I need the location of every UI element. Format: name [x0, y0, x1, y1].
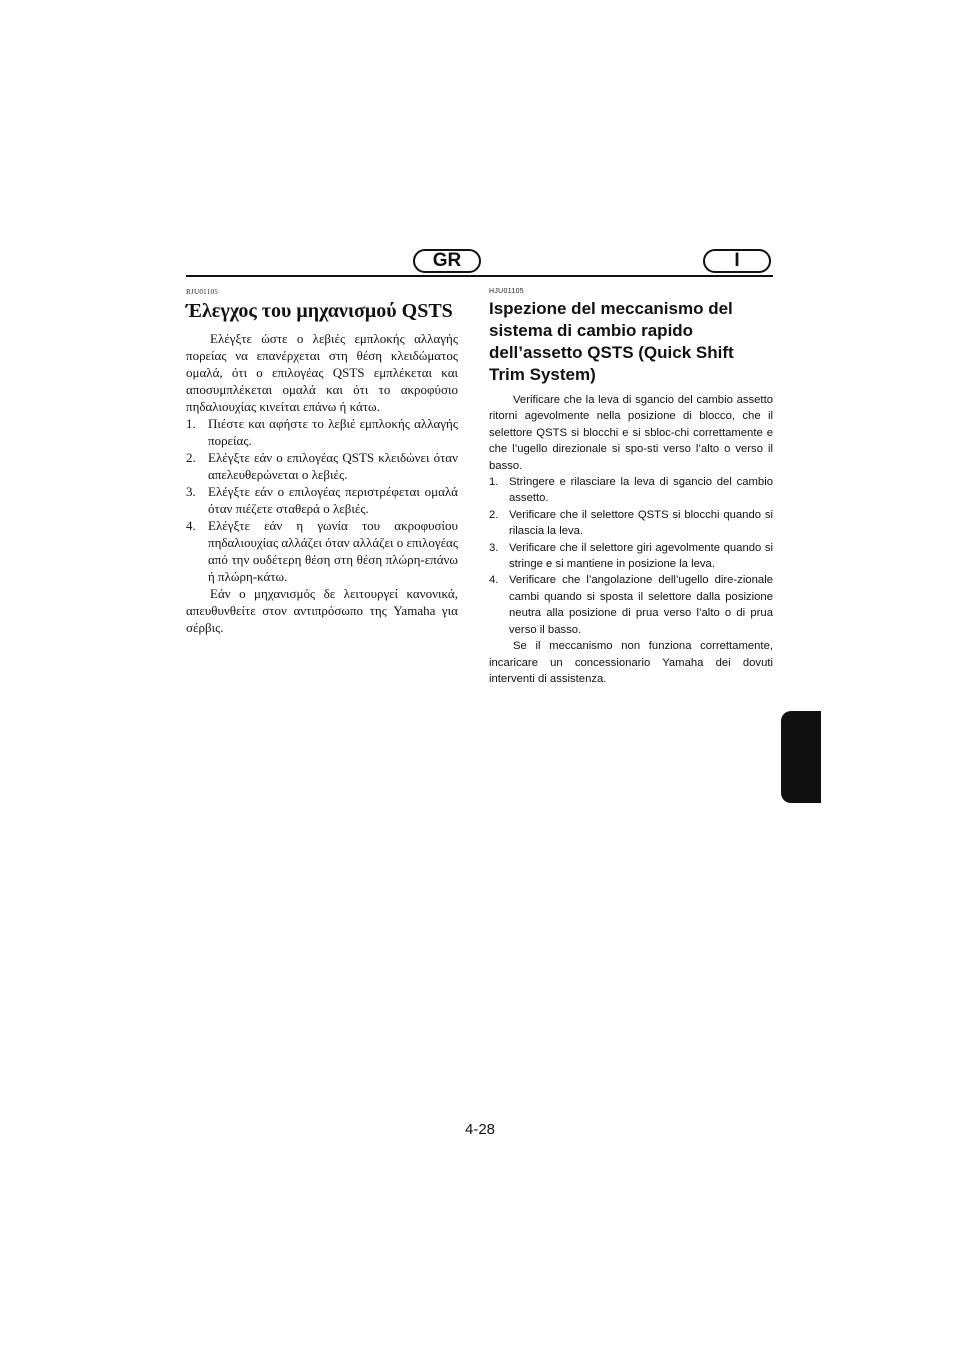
step-number: 4. — [489, 574, 499, 587]
page-number: 4-28 — [464, 1121, 496, 1138]
italian-column — [489, 288, 773, 687]
greek-section-title: Έλεγχος του μηχανισμού QSTS — [186, 300, 453, 322]
title-line: Ispezione del meccanismo del — [489, 299, 733, 318]
step-text: Ελέγξτε εάν ο επιλογέας QSTS κλειδώνει όταν απελευθερώνεται ο λεβιές. — [208, 450, 458, 482]
greek-outro-paragraph: Εάν ο μηχανισμός δε λειτουργεί κανονικά, απευθυνθείτε στον αντιπρόσωπο της Yamaha για σέρβις. — [186, 586, 458, 635]
step-number: 4. — [186, 518, 196, 533]
chapter-thumb-tab — [781, 711, 821, 803]
title-line: sistema di cambio rapido — [489, 321, 694, 340]
step-text: Ελέγξτε εάν ο επιλογέας περιστρέφεται ομαλά όταν πιέζετε σταθερά ο λεβιές. — [208, 484, 458, 516]
list-item — [489, 507, 773, 540]
step-text: Stringere e rilasciare la leva di sgancio del cambio assetto. — [509, 476, 773, 505]
italian-section-title — [489, 298, 773, 386]
list-item — [489, 540, 773, 573]
step-number: 3. — [489, 541, 499, 554]
list-item — [489, 572, 773, 638]
language-badge-i: I — [703, 249, 771, 273]
step-number: 1. — [489, 476, 499, 489]
step-number: 2. — [489, 508, 499, 521]
greek-column — [186, 288, 458, 636]
title-line: dell’assetto QSTS (Quick Shift — [489, 343, 734, 362]
step-text: Verificare che il selettore QSTS si blocchi quando si rilascia la leva. — [509, 508, 773, 538]
greek-intro-paragraph: Ελέγξτε ώστε ο λεβιές εμπλοκής αλλαγής πορείας να επανέρχεται στη θέση κλειδώματος ομαλά, ότι ο επιλογέας QSTS εμπλέκεται και αποσυμπλέκεται ομαλά και ότι το ακροφύσιο πηδαλιουχίας κινείται επάνω ή κάτω. — [186, 331, 458, 414]
step-number: 1. — [186, 416, 196, 431]
list-item — [186, 415, 458, 449]
step-text: Verificare che l’angolazione dell’ugello dire-zionale cambi quando si sposta il selettore dalla posizione neutra alla posizione di prua verso l’alto o di prua verso il basso. — [509, 574, 773, 636]
list-item — [186, 449, 458, 483]
title-line: Trim System) — [489, 365, 596, 384]
italian-steps-list — [489, 474, 773, 638]
language-badge-gr: GR — [413, 249, 481, 273]
italian-intro-paragraph: Verificare che la leva di sgancio del cambio assetto ritorni agevolmente nella posizione di blocco, che il selettore QSTS si blocchi e si sbloc-chi correttamente e che l’ugello direzionale si spo-sti verso l’alto o verso il basso. — [489, 394, 773, 472]
italian-outro-paragraph: Se il meccanismo non funziona correttamente, incaricare un concessionario Yamaha dei dovuti interventi di assistenza. — [489, 640, 773, 685]
list-item — [186, 483, 458, 517]
step-text: Verificare che il selettore giri agevolmente quando si stringe e si mantiene in posizione la leva. — [509, 541, 773, 571]
step-number: 3. — [186, 484, 196, 499]
greek-section-code: RJU01105 — [186, 288, 219, 296]
step-text: Πιέστε και αφήστε το λεβιέ εμπλοκής αλλαγής πορείας. — [208, 416, 458, 448]
step-text: Ελέγξτε εάν η γωνία του ακροφυσίου πηδαλιουχίας αλλάζει όταν αλλάζει ο επιλογέας από την ουδέτερη θέση στη θέση πλώρη-επάνω ή πλώρη-κάτω. — [208, 518, 458, 584]
header-rule — [186, 275, 773, 277]
italian-section-code: HJU01105 — [489, 288, 524, 295]
list-item — [489, 474, 773, 507]
step-number: 2. — [186, 450, 196, 465]
greek-steps-list — [186, 415, 458, 585]
list-item — [186, 517, 458, 585]
